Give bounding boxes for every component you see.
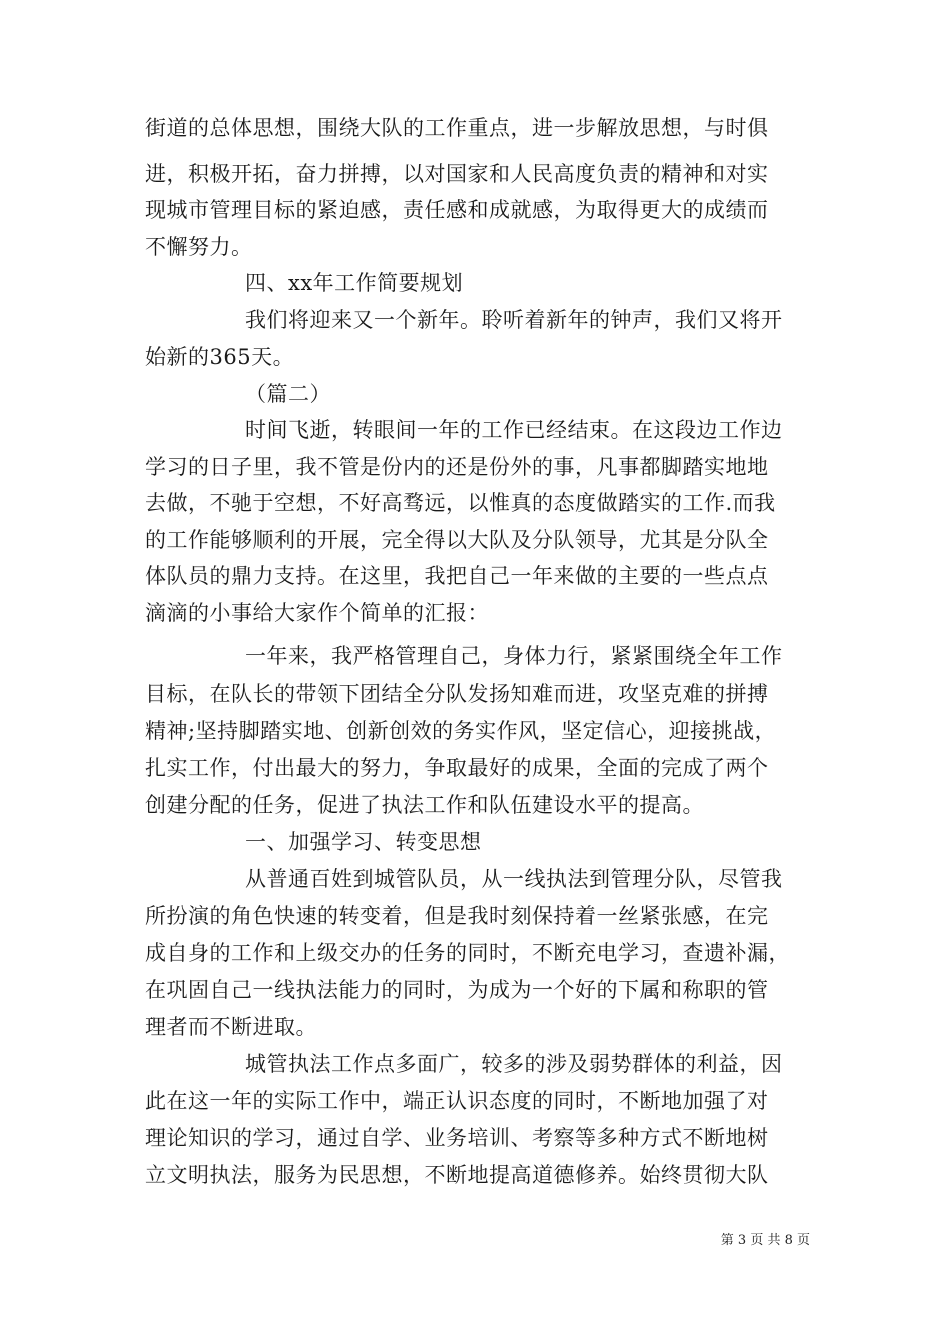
text-line: 扎实工作，付出最大的努力，争取最好的成果，全面的完成了两个	[145, 756, 769, 780]
text-line: 成自身的工作和上级交办的任务的同时，不断充电学习，查遗补漏，	[145, 941, 790, 965]
section-heading: 四、xx年工作简要规划	[245, 271, 464, 295]
text-line: 现城市管理目标的紧迫感，责任感和成就感，为取得更大的成绩而	[145, 198, 769, 222]
text-line: 始新的365天。	[145, 345, 295, 369]
text-line: 学习的日子里，我不管是份内的还是份外的事，凡事都脚踏实地地	[145, 455, 769, 479]
text-line: 理者而不断进取。	[145, 1015, 317, 1039]
text-line: 在巩固自己一线执法能力的同时，为成为一个好的下属和称职的管	[145, 978, 769, 1002]
text-line: 的工作能够顺利的开展，完全得以大队及分队领导，尤其是分队全	[145, 528, 769, 552]
section-heading: 一、加强学习、转变思想	[245, 830, 482, 854]
text-line: 所扮演的角色快速的转变着，但是我时刻保持着一丝紧张感，在完	[145, 904, 769, 928]
text-line: 理论知识的学习，通过自学、业务培训、考察等多种方式不断地树	[145, 1126, 769, 1150]
text-line: 一年来，我严格管理自己，身体力行，紧紧围绕全年工作	[245, 644, 783, 668]
part-title: （篇二）	[245, 382, 331, 406]
text-line: 滴滴的小事给大家作个简单的汇报：	[145, 601, 489, 625]
text-line: 去做，不驰于空想，不好高骛远，以惟真的态度做踏实的工作.而我	[145, 491, 776, 515]
text-line: 体队员的鼎力支持。在这里，我把自己一年来做的主要的一些点点	[145, 564, 769, 588]
text-line: 精神;坚持脚踏实地、创新创效的务实作风，坚定信心，迎接挑战，	[145, 719, 777, 743]
text-line: 创建分配的任务，促进了执法工作和队伍建设水平的提高。	[145, 793, 704, 817]
text-line: 我们将迎来又一个新年。聆听着新年的钟声，我们又将开	[245, 308, 783, 332]
text-line: 从普通百姓到城管队员，从一线执法到管理分队，尽管我	[245, 867, 783, 891]
text-line: 不懈努力。	[145, 235, 253, 259]
text-line: 街道的总体思想，围绕大队的工作重点，进一步解放思想，与时俱	[145, 116, 769, 140]
text-line: 目标，在队长的带领下团结全分队发扬知难而进，攻坚克难的拼搏	[145, 682, 769, 706]
text-line: 进，积极开拓，奋力拼搏，以对国家和人民高度负责的精神和对实	[145, 162, 769, 186]
text-line: 此在这一年的实际工作中，端正认识态度的同时，不断地加强了对	[145, 1089, 769, 1113]
text-line: 时间飞逝，转眼间一年的工作已经结束。在这段边工作边	[245, 418, 783, 442]
text-line: 城管执法工作点多面广，较多的涉及弱势群体的利益，因	[245, 1052, 783, 1076]
page-number-footer: 第 3 页 共 8 页	[720, 1233, 810, 1248]
text-line: 立文明执法，服务为民思想，不断地提高道德修养。始终贯彻大队	[145, 1163, 769, 1187]
